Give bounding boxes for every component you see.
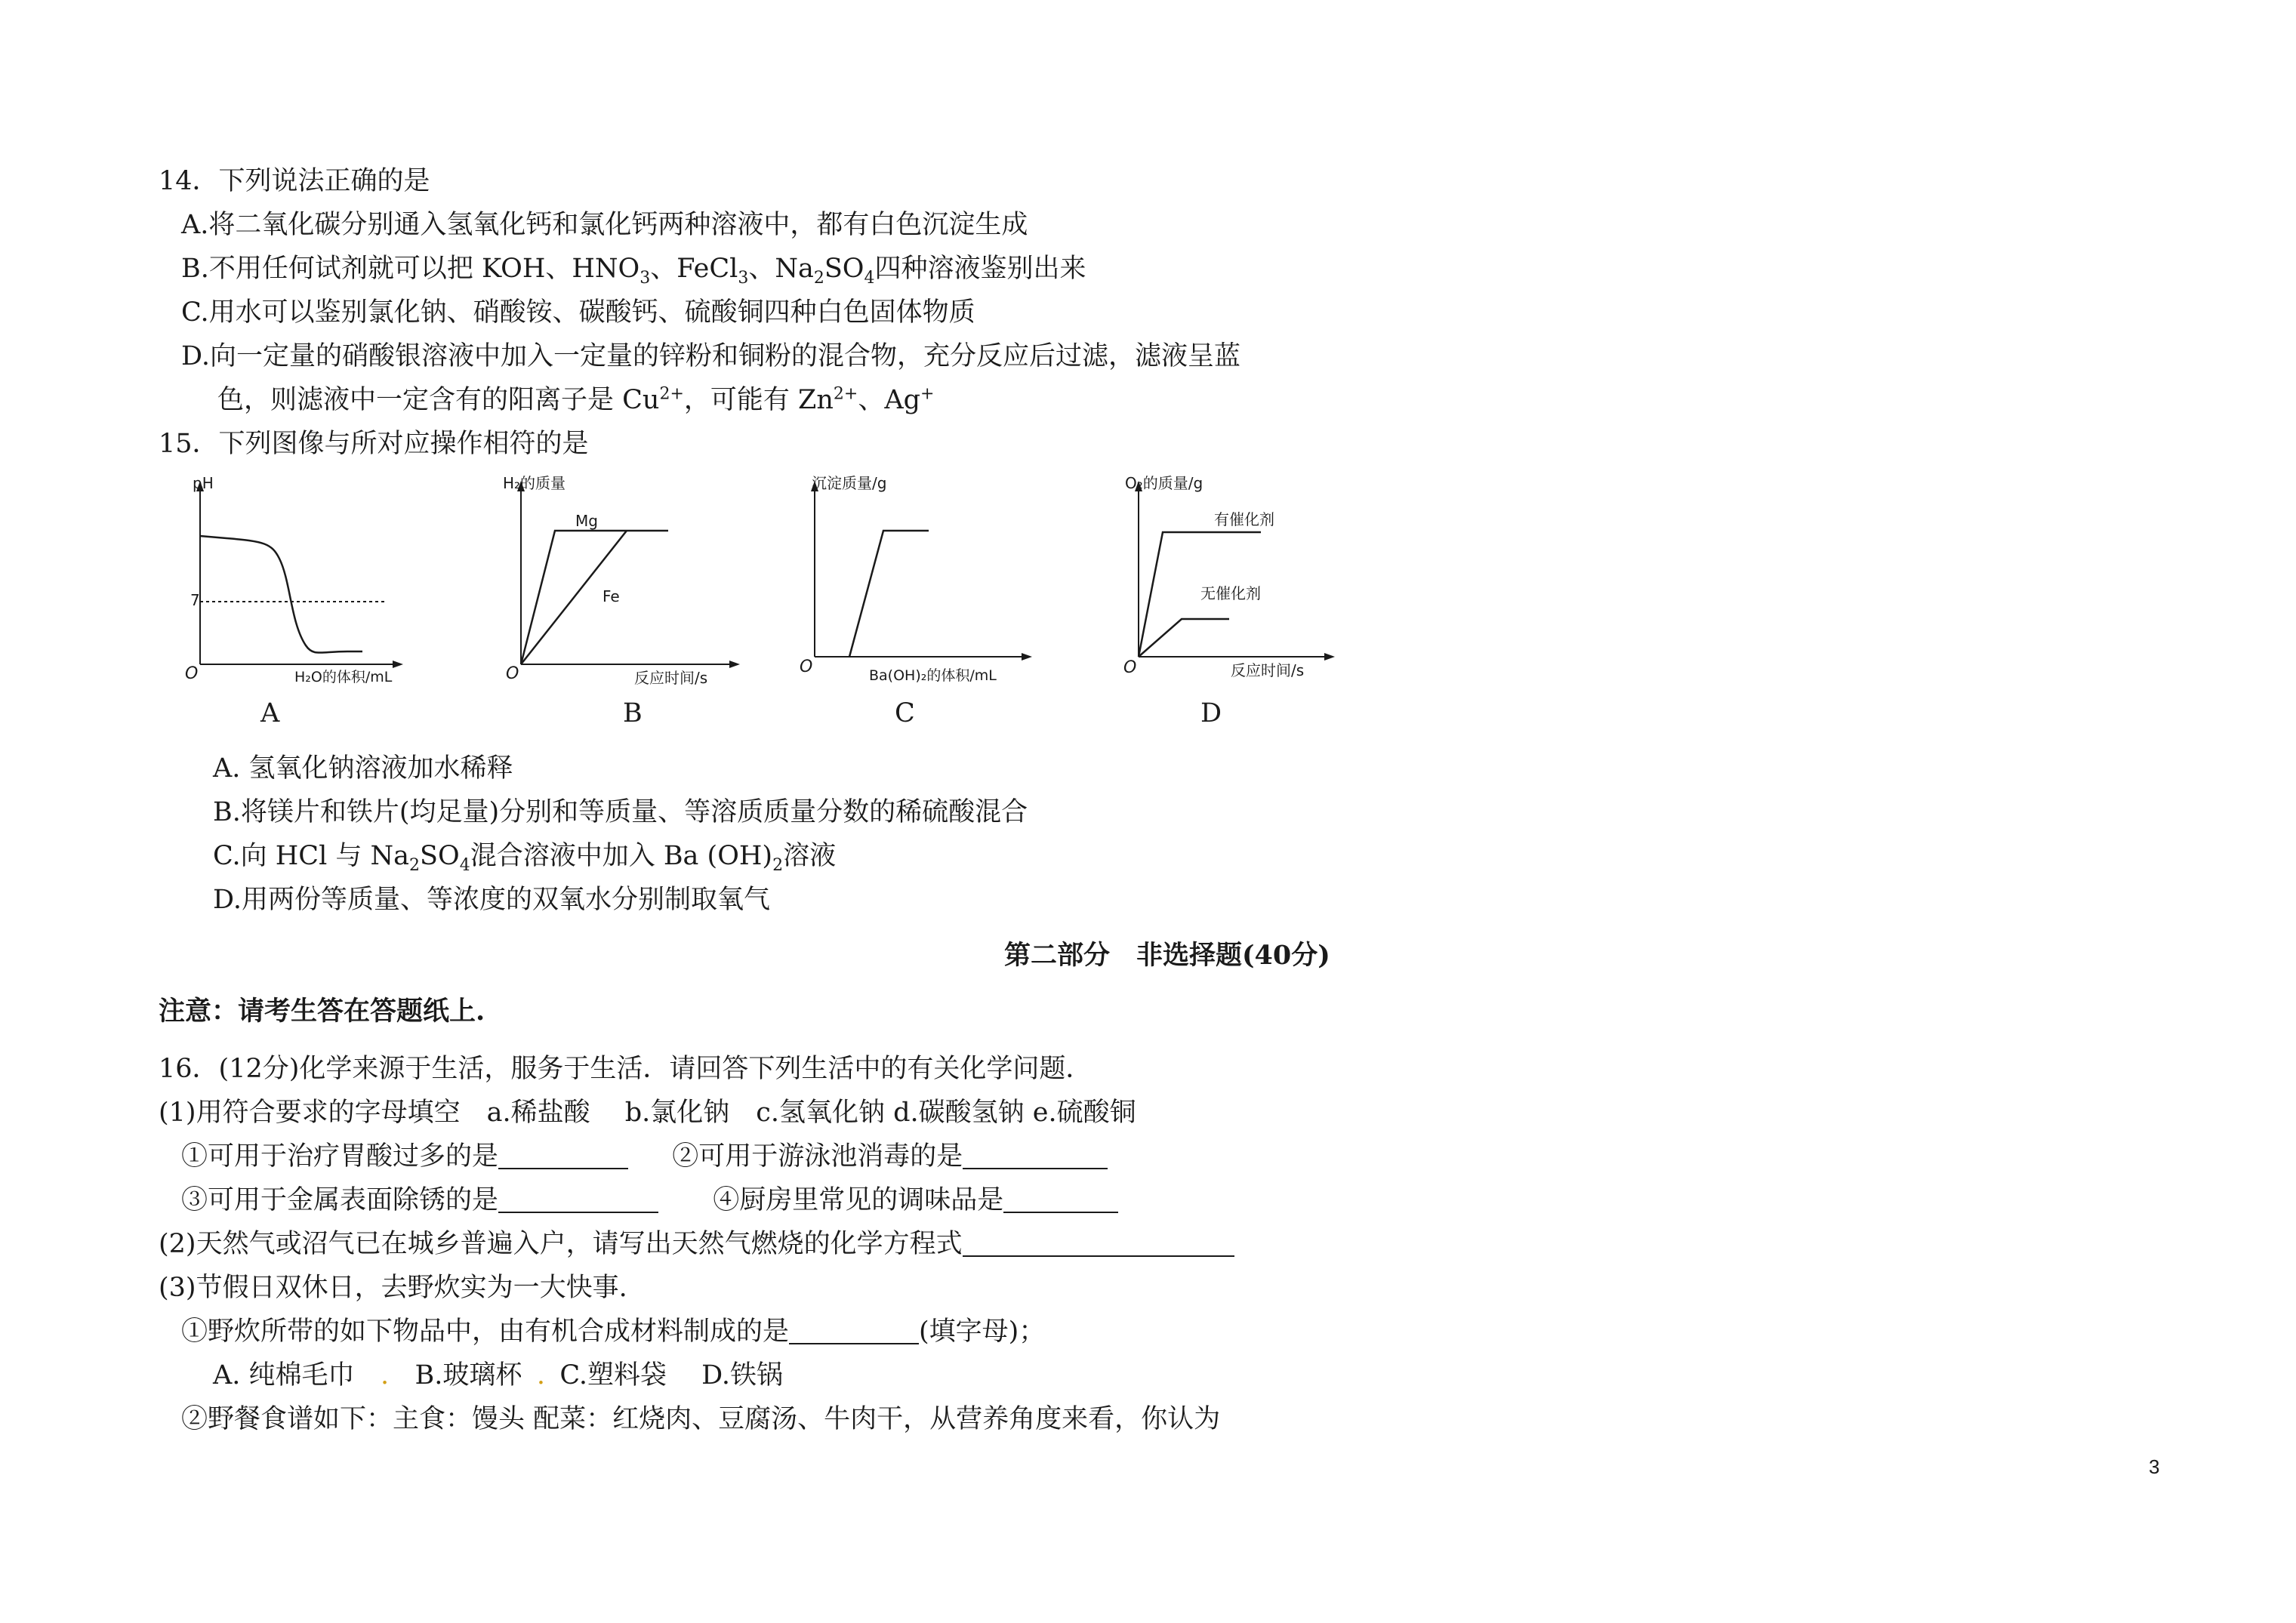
- q14-option-c: C.用水可以鉴别氯化钠、硝酸铵、碳酸钙、硫酸铜四种白色固体物质: [181, 297, 975, 328]
- q14-option-d-line2: 色，则滤液中一定含有的阳离子是 $Cu^{2+}$，可能有 $Zn^{2+}$、Ag+: [217, 384, 935, 415]
- graph-a-origin: O: [185, 664, 199, 683]
- q16-p1-q3: ③可用于金属表面除锈的是: [181, 1185, 499, 1215]
- graph-a-caption: A: [260, 698, 280, 728]
- q16-p1-q3-blank[interactable]: [498, 1184, 658, 1213]
- q16-part1-row2: [181, 1184, 1118, 1217]
- q14-option-a: A.将二氧化碳分别通入氢氧化钙和氯化钙两种溶液中，都有白色沉淀生成: [181, 210, 1028, 240]
- q16-p1-q1-blank[interactable]: [498, 1141, 628, 1169]
- q16-part3-q2: ②野餐食谱如下：主食：馒头 配菜：红烧肉、豆腐汤、牛肉干，从营养角度来看，你认为: [181, 1404, 1221, 1434]
- q15-stem: 15．下列图像与所对应操作相符的是: [159, 429, 589, 459]
- q16-p3-opt-b: B.玻璃杯: [415, 1360, 522, 1390]
- graph-c-xlabel: Ba(OH)₂的体积/mL: [869, 667, 997, 684]
- graph-a-curve: [200, 536, 362, 653]
- graph-d-xlabel: 反应时间/s: [1231, 661, 1305, 679]
- graph-b-caption: B: [623, 698, 643, 728]
- q16-p3-q1-blank[interactable]: [789, 1316, 919, 1344]
- graph-b-ylabel: H₂的质量: [503, 474, 566, 492]
- graph-c: [797, 472, 1053, 694]
- graph-d-caption: D: [1200, 698, 1222, 728]
- graph-b-origin: O: [506, 664, 519, 683]
- graph-a-ylabel: pH: [193, 474, 214, 492]
- q14-option-d-line1: D.向一定量的硝酸银溶液中加入一定量的锌粉和铜粉的混合物，充分反应后过滤，滤液呈蓝: [181, 341, 1240, 371]
- graph-d: [1117, 472, 1351, 694]
- q16-p1-q1: ①可用于治疗胃酸过多的是: [181, 1141, 499, 1172]
- graph-b-label-fe: Fe: [603, 587, 620, 605]
- graph-d-line-no-catalyst: [1139, 619, 1229, 657]
- part2-notice: 注意：请考生答在答题纸上.: [159, 996, 485, 1027]
- graph-d-label-no-catalyst: 无催化剂: [1200, 584, 1261, 602]
- q16-p1-q4: ④厨房里常见的调味品是: [713, 1185, 1004, 1215]
- q14-option-b: B.不用任何试剂就可以把 KOH、$HNO_3$、FeCl$_3$、$Na_2SO_4$四种溶液鉴别出来: [181, 254, 1086, 288]
- q16-p3-opt-a: A. 纯棉毛巾: [213, 1360, 355, 1390]
- graph-d-origin: O: [1123, 658, 1137, 677]
- graph-c-ylabel: 沉淀质量/g: [812, 474, 887, 492]
- q16-part3-options: A. 纯棉毛巾 . B.玻璃杯 . C.塑料袋 D.铁锅: [213, 1360, 784, 1390]
- q16-part3-q1: ①野炊所带的如下物品中，由有机合成材料制成的是 (填字母)；: [181, 1317, 1046, 1347]
- q16-part1: (1)用符合要求的字母填空 a.稀盐酸 b.氯化钠 c.氢氧化钠 d.碳酸氢钠 e.硫酸铜: [159, 1098, 1136, 1128]
- graph-c-caption: C: [895, 698, 915, 728]
- graph-b-label-mg: Mg: [575, 512, 598, 530]
- graph-a-xlabel: H₂O的体积/mL: [294, 669, 393, 685]
- q16-stem: 16．(12分)化学来源于生活，服务于生活．请回答下列生活中的有关化学问题．: [159, 1054, 1093, 1084]
- graph-c-line: [849, 531, 929, 657]
- q16-p1-q2: ②可用于游泳池消毒的是: [672, 1141, 963, 1172]
- q16-p3-opt-d: D.铁锅: [701, 1360, 784, 1390]
- graph-b-line-mg: [521, 531, 668, 664]
- q16-p2-blank[interactable]: [963, 1228, 1234, 1257]
- graph-c-origin: O: [800, 658, 813, 676]
- q16-part3: (3)节假日双休日，去野炊实为一大快事.: [159, 1273, 627, 1303]
- q15-option-a: A. 氢氧化钠溶液加水稀释: [213, 753, 513, 784]
- q15-option-c: C.向 HCl 与 $Na_2SO_4$混合溶液中加入 Ba $(OH)_2$溶液: [213, 841, 837, 875]
- q16-part1-row1: [181, 1140, 1108, 1173]
- graph-b-xlabel: 反应时间/s: [634, 669, 708, 687]
- q15-option-b: B.将镁片和铁片(均足量)分别和等质量、等溶质质量分数的稀硫酸混合: [213, 797, 1028, 827]
- graph-d-label-catalyst: 有催化剂: [1214, 510, 1274, 528]
- page-number: 3: [2149, 1455, 2160, 1478]
- q14-stem: 14．下列说法正确的是: [159, 166, 430, 196]
- graph-a-tick-7: 7: [190, 591, 200, 609]
- part2-title: 第二部分 非选择题(40分): [1004, 940, 1330, 971]
- q15-option-d: D.用两份等质量、等浓度的双氧水分别制取氧气: [213, 885, 770, 915]
- graph-d-ylabel: O₂的质量/g: [1125, 474, 1203, 492]
- graph-a: [181, 472, 408, 694]
- q16-part2: (2)天然气或沼气已在城乡普遍入户，请写出天然气燃烧的化学方程式: [159, 1227, 1234, 1261]
- q16-p1-q4-blank[interactable]: [1003, 1184, 1118, 1213]
- q16-p1-q2-blank[interactable]: [963, 1141, 1108, 1169]
- q16-p3-opt-c: C.塑料袋: [559, 1360, 667, 1390]
- graph-b: [498, 472, 755, 694]
